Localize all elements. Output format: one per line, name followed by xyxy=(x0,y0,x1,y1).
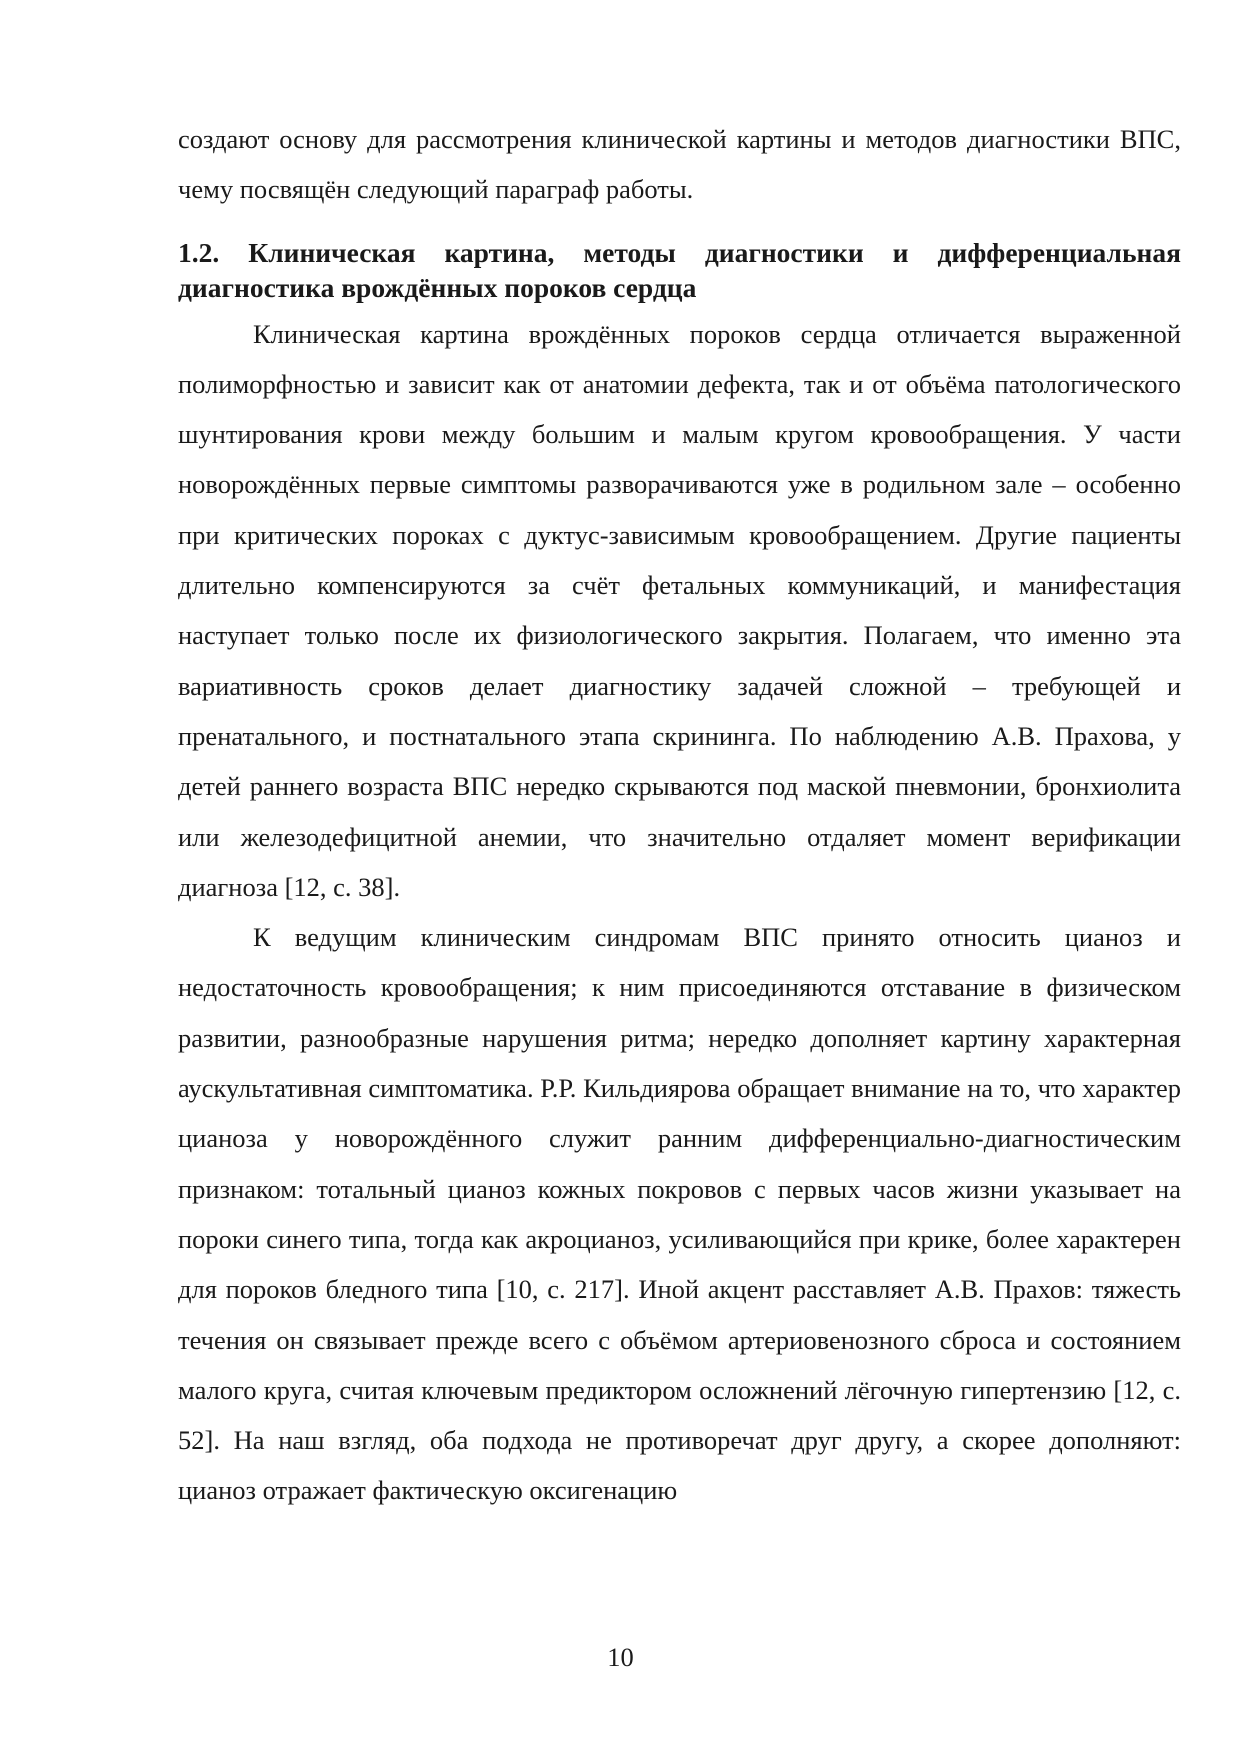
paragraph-clinical-picture: Клиническая картина врождённых пороков сердца отличается выраженной полиморфностью и зависит как от анатомии дефекта, так и от объёма патологического шунтирования крови между большим и малым кругом кровообращения. У части новорождённых первые симптомы разворачиваются уже в родильном зале – особенно при критических пороках с дуктус-зависимым кровообращением. Другие пациенты длительно компенсируются за счёт фетальных коммуникаций, и манифестация наступает только после их физиологического закрытия. Полагаем, что именно эта вариативность сроков делает диагностику задачей сложной – требующей и пренатального, и постнатального этапа скрининга. По наблюдению А.В. Прахова, у детей раннего возраста ВПС нередко скрываются под маской пневмонии, бронхиолита или железодефицитной анемии, что значительно отдаляет момент верификации диагноза [12, с. 38]. xyxy=(178,318,1181,902)
page-number: 10 xyxy=(607,1642,634,1672)
section-heading: 1.2. Клиническая картина, методы диагностики и дифференциальная диагностика врождённых пороков сердца xyxy=(178,236,1181,303)
page-body xyxy=(178,114,1181,1516)
paragraph-intro-continuation: создают основу для рассмотрения клинической картины и методов диагностики ВПС, чему посвящён следующий параграф работы. xyxy=(178,124,1181,205)
paragraph-clinical-syndromes: К ведущим клиническим синдромам ВПС принято относить цианоз и недостаточность кровообращения; к ним присоединяются отставание в физическом развитии, разнообразные нарушения ритма; нередко дополняет картину характерная аускультативная симптоматика. Р.Р. Кильдиярова обращает внимание на то, что характер цианоза у новорождённого служит ранним дифференциально-диагностическим признаком: тотальный цианоз кожных покровов с первых часов жизни указывает на пороки синего типа, тогда как акроцианоз, усиливающийся при крике, более характерен для пороков бледного типа [10, с. 217]. Иной акцент расставляет А.В. Прахов: тяжесть течения он связывает прежде всего с объёмом артериовенозного сброса и состоянием малого круга, считая ключевым предиктором осложнений лёгочную гипертензию [12, с. 52]. На наш взгляд, оба подхода не противоречат друг другу, а скорее дополняют: цианоз отражает фактическую оксигенацию xyxy=(178,922,1181,1506)
